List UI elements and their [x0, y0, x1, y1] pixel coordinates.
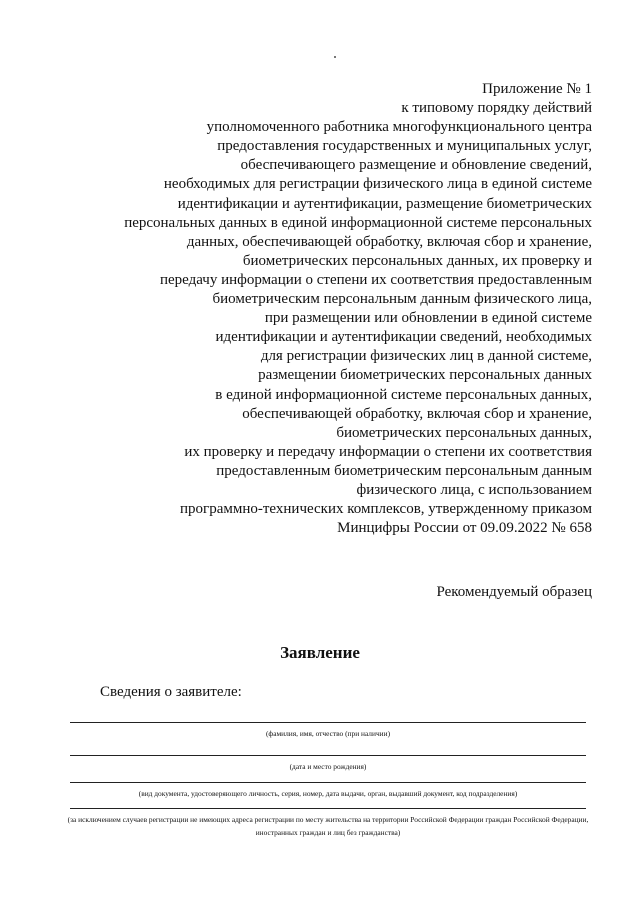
scan-speck	[334, 56, 336, 58]
appendix-line: обеспечивающей обработку, включая сбор и хранение,	[242, 405, 592, 422]
appendix-line: персональных данных в единой информационной системе персональных	[124, 214, 592, 231]
appendix-label: Приложение № 1	[482, 81, 592, 97]
appendix-line: биометрических персональных данных,	[336, 424, 592, 441]
applicant-info-heading: Сведения о заявителе:	[100, 684, 242, 700]
birth-date-place-caption: (дата и место рождения)	[289, 762, 367, 771]
full-name-caption: (фамилия, имя, отчество (при наличии)	[265, 729, 391, 738]
registration-address-field-line[interactable]	[70, 808, 586, 809]
appendix-line: предоставления государственных и муниципальных услуг,	[217, 138, 592, 155]
appendix-line: обеспечивающего размещение и обновление сведений,	[240, 157, 592, 174]
appendix-line: уполномоченного работника многофункционального центра	[206, 119, 592, 136]
appendix-line: биометрическим персональным данным физического лица,	[212, 291, 592, 308]
appendix-header	[72, 80, 592, 538]
registration-address-caption: (за исключением случаев регистрации не имеющих адреса регистрации по месту жительства на территории Российской Федерации граждан Российской Федерации, иностранных граждан и лиц без гражданства)	[67, 815, 589, 837]
identity-document-caption: (вид документа, удостоверяющего личность, серия, номер, дата выдачи, орган, выдавший документ, код подразделения)	[138, 789, 518, 798]
appendix-line: в единой информационной системе персональных данных,	[215, 386, 592, 403]
appendix-line: идентификации и аутентификации сведений, необходимых	[215, 329, 592, 346]
appendix-line: для регистрации физических лиц в данной системе,	[260, 348, 592, 365]
appendix-line: размещении биометрических персональных данных	[258, 367, 592, 384]
appendix-line: идентификации и аутентификации, размещение биометрических	[177, 195, 592, 212]
appendix-line: их проверку и передачу информации о степени их соответствия	[184, 443, 592, 460]
appendix-line: программно-технических комплексов, утвержденному приказом	[180, 501, 592, 518]
recommended-sample-label: Рекомендуемый образец	[436, 584, 592, 600]
appendix-line: физического лица, с использованием	[356, 481, 592, 498]
birth-date-place-field-line[interactable]	[70, 755, 586, 756]
appendix-line: данных, обеспечивающей обработку, включая сбор и хранение,	[186, 233, 592, 250]
identity-document-field-line[interactable]	[70, 782, 586, 783]
full-name-field-line[interactable]	[70, 722, 586, 723]
appendix-line: передачу информации о степени их соответствия предоставленным	[159, 271, 592, 288]
appendix-line: при размещении или обновлении в единой системе	[264, 310, 592, 327]
document-title: Заявление	[280, 643, 360, 662]
appendix-line: биометрических персональных данных, их проверку и	[242, 252, 592, 269]
appendix-line: предоставленным биометрическим персональным данным	[216, 462, 592, 479]
appendix-line: Минцифры России от 09.09.2022 № 658	[337, 520, 592, 537]
appendix-line: необходимых для регистрации физического лица в единой системе	[163, 176, 592, 193]
appendix-line: к типовому порядку действий	[401, 100, 592, 117]
